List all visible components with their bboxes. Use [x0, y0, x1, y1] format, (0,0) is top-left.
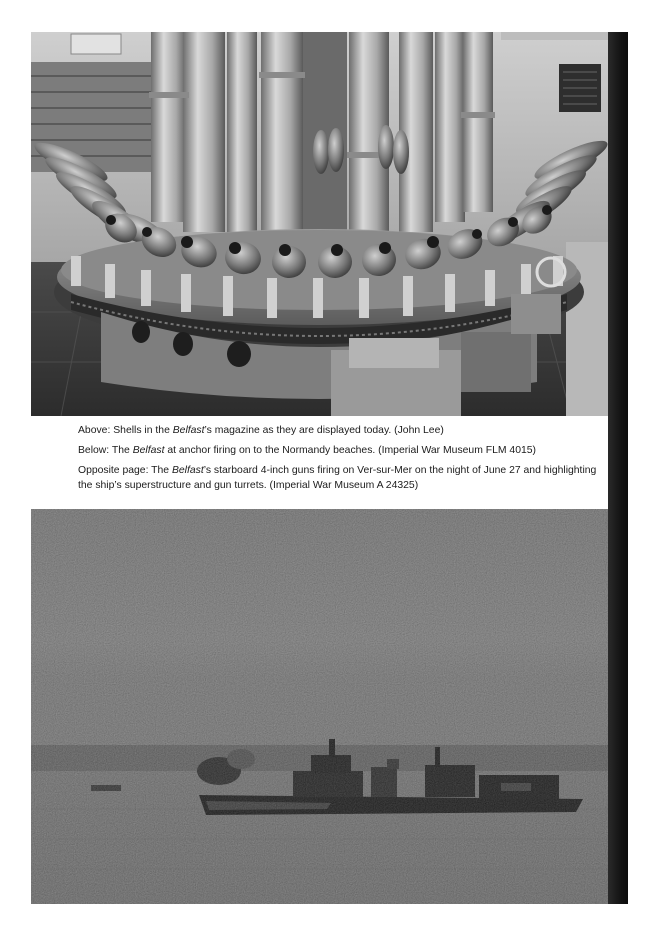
caption-opposite-page: Opposite page: The Belfast’s starboard 4-inch guns firing on Ver-sur-Mer on the night of June 27 and highlighting the ship’s superstructure and gun turrets. (Imperial War Museum A 24325)	[78, 465, 597, 491]
page-edge-shadow	[608, 32, 628, 904]
magazine-shells-photo	[31, 32, 608, 416]
photo-captions	[78, 424, 598, 499]
caption-below: Below: The Belfast at anchor firing on to the Normandy beaches. (Imperial War Museum FLM 4015)	[78, 445, 536, 457]
belfast-at-anchor-photo	[31, 509, 608, 904]
caption-above: Above: Shells in the Belfast’s magazine as they are displayed today. (John Lee)	[78, 425, 444, 436]
ship-name: Belfast	[132, 445, 165, 457]
ship-name: Belfast	[172, 425, 205, 436]
ship-name: Belfast	[171, 465, 204, 477]
